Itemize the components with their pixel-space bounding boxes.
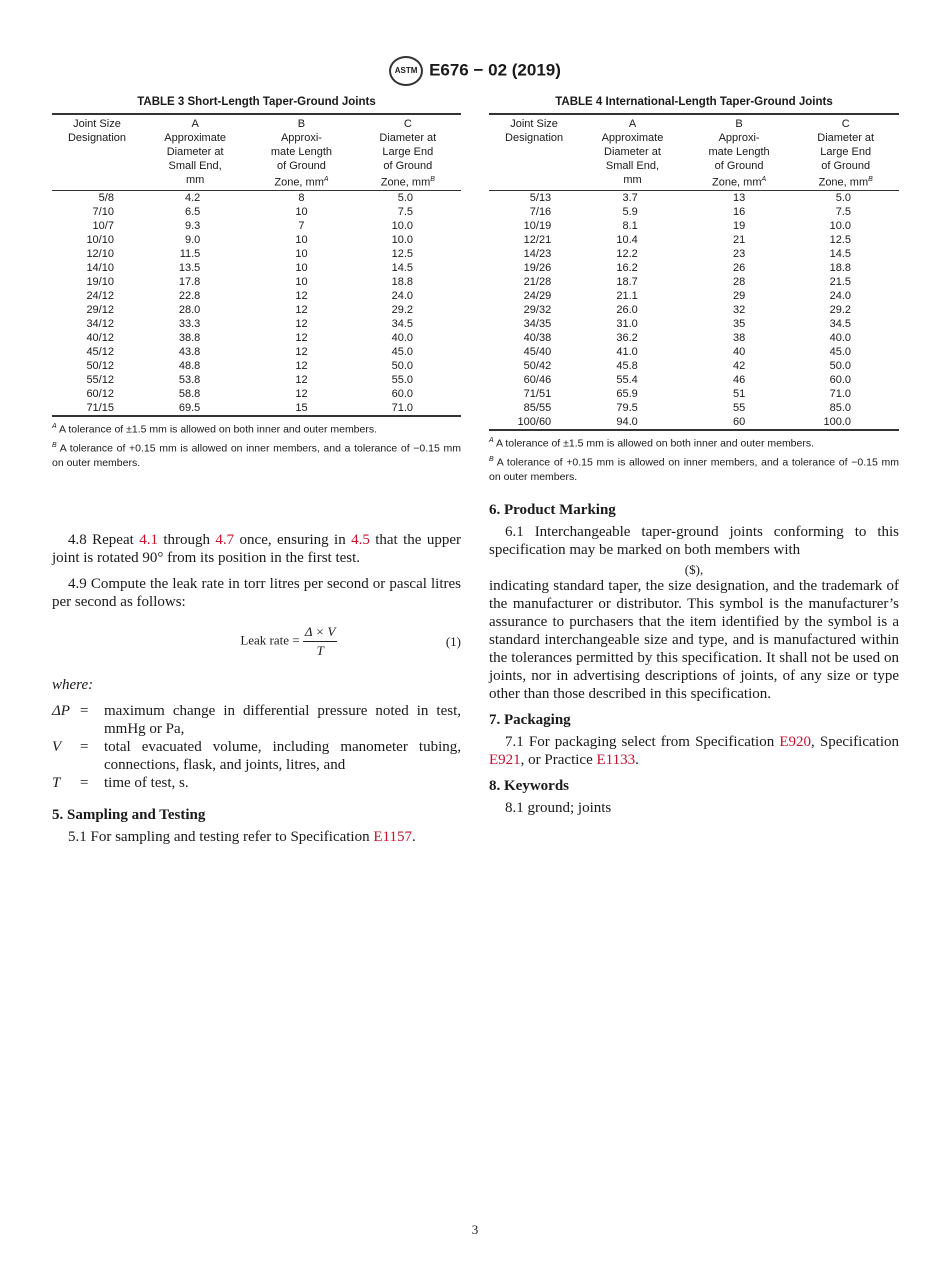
table-cell: 55.4 [616,373,638,386]
table-caption: TABLE 4 International-Length Taper-Ground Joints [555,96,833,108]
table-cell: 38 [732,331,746,344]
table-row [52,359,461,373]
table-cell: 60/12 [86,387,114,400]
table-row [52,247,461,261]
table-cell: 36.2 [616,331,638,344]
table-row [52,205,461,219]
table-row [489,373,899,387]
column-header: A Approximate Diameter at Small End, mm [142,114,248,190]
table-cell: 42 [732,359,746,372]
table-cell: 10/7 [92,219,114,232]
table-cell: 14/10 [86,261,114,274]
link-4-1[interactable]: 4.1 [139,532,158,548]
paragraph-8-1: 8.1 ground; joints [505,800,612,816]
table-cell: 48.8 [178,359,201,372]
left-column [52,531,461,854]
table-cell: 12.5 [829,233,851,246]
table-cell: 50.0 [391,359,413,372]
definitions-list [52,702,461,792]
table-row [489,331,899,345]
table-cell: 21 [732,233,746,246]
table-cell: 50/12 [86,359,114,372]
table-cell: 24.0 [391,289,413,302]
table-row [52,345,461,359]
table-cell: 14/23 [523,247,552,260]
table-cell: 45.0 [829,345,851,358]
table-cell: 28.0 [178,303,201,316]
table-cell: 65.9 [616,387,638,400]
table-cell: 16.2 [616,261,638,274]
astm-logo-icon: ASTM [389,56,423,86]
table-cell: 13.5 [178,261,201,274]
column-header: C Diameter at Large End of Ground Zone, $mm^B$ [355,114,461,190]
table-cell: 40.0 [391,331,413,344]
table-cell: 8.1 [622,219,638,232]
table-cell: 10.0 [391,233,413,246]
table-cell: 60.0 [391,387,413,400]
table-cell: 19/26 [523,261,552,274]
table-cell: 4.2 [185,191,201,204]
table-cell: 12.5 [391,247,413,260]
table-footnote: $^A$ A tolerance of ±1.5 mm is allowed on both inner and outer members. [489,436,815,450]
paragraph-6-1: 6.1 Interchangeable taper-ground joints conforming to this specification may be marked on both members with [489,524,899,558]
table-cell: 7/10 [92,205,114,218]
table-cell: 69.5 [178,401,201,414]
table-row [489,205,899,219]
table-row [489,317,899,331]
table-cell: 71/51 [523,387,552,400]
link-4-7[interactable]: 4.7 [215,532,235,548]
table-cell: 94.0 [616,415,638,428]
table-cell: 17.8 [178,275,201,288]
table-cell: 12.2 [616,247,638,260]
table-cell: 11.5 [179,247,201,260]
table-cell: 10 [295,275,308,288]
link-e920[interactable]: E920 [779,734,811,750]
table-cell: 13 [732,191,746,204]
table-cell: 40/38 [523,331,552,344]
table-cell: 45/40 [523,345,552,358]
table-row [489,190,899,205]
table-cell: 12 [295,345,308,358]
table-row [52,261,461,275]
table-cell: 3.7 [622,191,638,204]
table-cell: 28 [732,275,746,288]
table-cell: 55/12 [86,373,114,386]
document-header [0,56,950,86]
table-cell: 26 [732,261,746,274]
table-cell: 51 [732,387,746,400]
table-cell: 5/13 [529,191,552,204]
table-cell: 10.4 [616,233,638,246]
table-cell: 12/10 [86,247,114,260]
standard-taper-symbol: ($), [684,562,704,577]
table-cell: 46 [732,373,746,386]
table-cell: 40/12 [86,331,114,344]
column-header: C Diameter at Large End of Ground Zone, $mm^B$ [792,114,899,190]
table-cell: 21.5 [829,275,851,288]
table-4 [489,95,899,484]
table-cell: 19 [732,219,746,232]
table-cell: 71.0 [391,401,413,414]
table-row [52,331,461,345]
table-cell: 55.0 [391,373,413,386]
link-e1157[interactable]: E1157 [373,829,412,845]
table-cell: 71/15 [86,401,114,414]
table-row [52,303,461,317]
table-cell: 40.0 [829,331,851,344]
document-title: E676 − 02 (2019) [429,60,561,80]
table-cell: 12 [295,303,308,316]
table-cell: 71.0 [829,387,851,400]
table-cell: 100/60 [517,415,552,428]
table-cell: 60/46 [523,373,552,386]
table-cell: 60.0 [829,373,851,386]
table-cell: 18.8 [391,275,413,288]
column-header: B Approxi- mate Length of Ground Zone, $mm^A$ [248,114,354,190]
table-cell: 50.0 [829,359,851,372]
table-cell: 15 [295,401,308,414]
equation-1: Leak rate = $\frac{\Delta \times V}{T}$ (1) [240,624,461,658]
section-5-heading: 5. Sampling and Testing [52,807,206,823]
page-number: 3 [471,1222,479,1237]
paragraph-5-1: 5.1 For sampling and testing refer to Specification E1157. [68,829,416,845]
table-cell: 18.7 [616,275,638,288]
table-row [52,233,461,247]
table-cell: 53.8 [178,373,201,386]
table-cell: 100.0 [823,415,851,428]
column-header: A Approximate Diameter at Small End, mm [579,114,686,190]
table-cell: 5.0 [835,191,851,204]
table-cell: 29/32 [523,303,552,316]
paragraph-4-9: 4.9 Compute the leak rate in torr litres per second or pascal litres per second as follows: [52,576,461,610]
table-caption: TABLE 3 Short-Length Taper-Ground Joints [137,96,376,108]
table-row [52,317,461,331]
table-cell: 9.3 [185,219,201,232]
table-cell: 34/35 [523,317,552,330]
table-cell: 7.5 [835,205,851,218]
table-row [489,219,899,233]
right-column [489,501,899,825]
table-cell: 34/12 [86,317,114,330]
table-cell: 7.5 [397,205,413,218]
table-cell: 6.5 [185,205,201,218]
table-cell: 10/10 [86,233,114,246]
table-cell: 22.8 [178,289,201,302]
table-cell: 9.0 [185,233,201,246]
table-cell: 5.0 [397,191,413,204]
table-row [489,415,899,430]
table-cell: 18.8 [829,261,851,274]
table-cell: 45/12 [86,345,114,358]
table-cell: 34.5 [391,317,413,330]
table-cell: 31.0 [616,317,638,330]
table-cell: 45.0 [391,345,413,358]
table-cell: 45.8 [616,359,638,372]
table-cell: 32 [732,303,746,316]
table-row [52,275,461,289]
table-cell: 85.0 [829,401,851,414]
table-cell: 24/12 [86,289,114,302]
where-label: where: [52,677,94,693]
table-cell: 34.5 [829,317,851,330]
table-cell: 40 [732,345,746,358]
table-cell: 12 [295,317,308,330]
table-row [489,247,899,261]
table-cell: 10.0 [391,219,413,232]
section-7-heading: 7. Packaging [489,712,571,728]
table-cell: 14.5 [829,247,851,260]
definition-item: ΔP = maximum change in differential pressure noted in test, mmHg or Pa, [52,703,461,737]
table-3 [52,95,461,470]
definition-item: V = total evacuated volume, including manometer tubing, connections, flask, and joints, litres, and [52,739,461,773]
table-cell: 10.0 [829,219,851,232]
table-cell: 14.5 [391,261,413,274]
table-cell: 7 [298,219,305,232]
table-cell: 10 [295,261,308,274]
table-cell: 19/10 [86,275,114,288]
link-e1133[interactable]: E1133 [596,752,636,768]
table-cell: 29.2 [391,303,413,316]
table-cell: 55 [732,401,746,414]
paragraph-4-8: 4.8 Repeat 4.1 through 4.7 once, ensuring in 4.5 that the upper joint is rotated 90° from its position in the first test. [52,532,461,566]
table-cell: 21/28 [523,275,552,288]
table-cell: 10 [295,233,308,246]
table-row [489,275,899,289]
table-row [489,401,899,415]
section-6-heading: 6. Product Marking [489,502,616,518]
table-footnote: $^A$ A tolerance of ±1.5 mm is allowed on both inner and outer members. [52,422,378,436]
link-4-5[interactable]: 4.5 [351,532,370,548]
table-row [52,219,461,233]
table-cell: 26.0 [616,303,638,316]
table-cell: 12 [295,359,308,372]
table-cell: 41.0 [616,345,638,358]
table-row [489,233,899,247]
table-cell: 24/29 [523,289,552,302]
table-cell: 12 [295,387,308,400]
link-e921[interactable]: E921 [489,752,521,768]
paragraph-7-1: 7.1 For packaging select from Specification E920, Specification E921, or Practice E1133. [489,734,899,768]
table-cell: 12/21 [523,233,552,246]
definition-item: T = time of test, s. [52,775,189,791]
table-cell: 10 [295,205,308,218]
table-footnote: $^B$ A tolerance of +0.15 mm is allowed on inner members, and a tolerance of −0.15 mm on outer members. [489,456,899,483]
table-row [52,401,461,416]
table-row [489,261,899,275]
table-cell: 24.0 [829,289,851,302]
table-row [489,345,899,359]
table-cell: 29.2 [829,303,851,316]
table-cell: 8 [298,191,305,204]
table-row [489,303,899,317]
section-8-heading: 8. Keywords [489,778,569,794]
table-cell: 29 [732,289,746,302]
column-header: B Approxi- mate Length of Ground Zone, $mm^A$ [686,114,793,190]
table-footnote: $^B$ A tolerance of +0.15 mm is allowed on inner members, and a tolerance of −0.15 mm on outer members. [52,442,461,469]
table-cell: 10 [295,247,308,260]
table-cell: 5.9 [622,205,638,218]
table-cell: 58.8 [178,387,201,400]
table-cell: 16 [732,205,746,218]
table-cell: 12 [295,331,308,344]
table-cell: 60 [732,415,746,428]
table-cell: 33.3 [178,317,201,330]
table-row [52,190,461,205]
table-row [489,289,899,303]
table-cell: 5/8 [98,191,114,204]
table-row [52,373,461,387]
table-cell: 23 [732,247,746,260]
table-cell: 50/42 [523,359,552,372]
table-cell: 35 [732,317,746,330]
table-cell: 43.8 [178,345,201,358]
column-header: Joint Size Designation [52,114,142,190]
paragraph-6-1-cont: indicating standard taper, the size designation, and the trademark of the manufacturer or distributor. This symbol is the manufacturer’s assurance to purchasers that the item identified by the symbol is a standard interchangeable size and type, and is manufactured within the tolerances permitted by this specification. It shall not be used on joints, nor in advertising descriptions of joints, of any size or type other than those described in this specification. [489,578,899,702]
table-row [52,289,461,303]
table-cell: 10/19 [523,219,552,232]
table-row [489,359,899,373]
table-cell: 12 [295,373,308,386]
table-row [52,387,461,401]
table-cell: 12 [295,289,308,302]
table-cell: 21.1 [616,289,638,302]
table-cell: 79.5 [616,401,638,414]
table-row [489,387,899,401]
table-cell: 7/16 [529,205,552,218]
table-cell: 29/12 [86,303,114,316]
column-header: Joint Size Designation [489,114,579,190]
table-cell: 38.8 [178,331,201,344]
table-cell: 85/55 [523,401,552,414]
